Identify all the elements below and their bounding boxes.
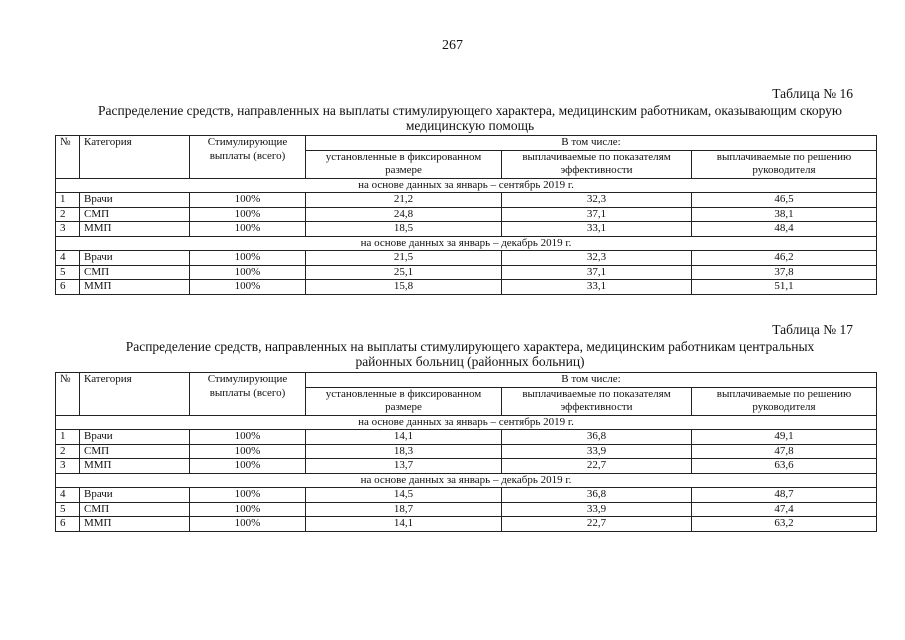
table-row	[56, 193, 877, 208]
header-fixed-line-1: установленные в фиксированном	[325, 150, 482, 163]
cell-management: 37,8	[692, 265, 877, 280]
cell-performance: 33,9	[502, 502, 692, 517]
table-row	[56, 444, 877, 459]
cell-total: 100%	[190, 280, 306, 295]
table-16-title-line-2: медицинскую помощь	[405, 118, 535, 133]
header-management-line-1: выплачиваемые по решению	[716, 387, 852, 400]
header-fixed-line-2: размере	[385, 401, 422, 413]
cell-management: 48,4	[692, 222, 877, 237]
cell-management: 46,2	[692, 251, 877, 266]
header-total-line-1: Стимулирующие	[207, 136, 288, 148]
cell-fixed: 13,7	[306, 459, 502, 474]
period-row	[56, 178, 877, 193]
table-17-header-row-1	[56, 373, 877, 388]
cell-performance: 37,1	[502, 207, 692, 222]
cell-fixed: 14,5	[306, 488, 502, 503]
period-label: на основе данных за январь – декабрь 2019 г.	[56, 473, 877, 488]
table-16	[55, 135, 877, 295]
cell-performance: 33,1	[502, 280, 692, 295]
cell-performance: 36,8	[502, 488, 692, 503]
table-row	[56, 459, 877, 474]
header-fixed-line-1: установленные в фиксированном	[325, 387, 482, 400]
header-performance-line-1: выплачиваемые по показателям	[522, 150, 671, 163]
table-16-header-row-1	[56, 136, 877, 151]
cell-num: 5	[56, 502, 80, 517]
cell-fixed: 24,8	[306, 207, 502, 222]
header-performance-line-1: выплачиваемые по показателям	[522, 387, 671, 400]
cell-category: ММП	[80, 517, 190, 532]
header-fixed	[306, 150, 502, 178]
header-category: Категория	[80, 136, 190, 179]
cell-management: 47,4	[692, 502, 877, 517]
cell-category: СМП	[80, 265, 190, 280]
cell-total: 100%	[190, 459, 306, 474]
header-total-line-2: выплаты (всего)	[209, 386, 286, 399]
cell-performance: 37,1	[502, 265, 692, 280]
table-row	[56, 517, 877, 532]
header-management-line-2: руководителя	[752, 164, 816, 176]
header-management	[692, 387, 877, 415]
table-row	[56, 430, 877, 445]
table-17-title-line-2: районных больниц (районных больниц)	[355, 354, 585, 369]
cell-fixed: 21,2	[306, 193, 502, 208]
header-category: Категория	[80, 373, 190, 416]
table-17-label: Таблица № 17	[772, 322, 853, 337]
period-row	[56, 236, 877, 251]
cell-fixed: 18,5	[306, 222, 502, 237]
cell-fixed: 18,3	[306, 444, 502, 459]
cell-performance: 22,7	[502, 517, 692, 532]
table-row	[56, 265, 877, 280]
cell-num: 1	[56, 193, 80, 208]
cell-num: 5	[56, 265, 80, 280]
header-total-line-1: Стимулирующие	[207, 373, 288, 385]
cell-category: Врачи	[80, 430, 190, 445]
header-management-line-1: выплачиваемые по решению	[716, 150, 852, 163]
table-row	[56, 280, 877, 295]
table-17	[55, 372, 877, 532]
cell-fixed: 14,1	[306, 430, 502, 445]
cell-management: 48,7	[692, 488, 877, 503]
period-label: на основе данных за январь – декабрь 2019 г.	[56, 236, 877, 251]
table-row	[56, 207, 877, 222]
header-management	[692, 150, 877, 178]
cell-total: 100%	[190, 502, 306, 517]
header-total	[190, 136, 306, 179]
cell-category: СМП	[80, 444, 190, 459]
cell-performance: 33,9	[502, 444, 692, 459]
cell-performance: 33,1	[502, 222, 692, 237]
cell-fixed: 15,8	[306, 280, 502, 295]
cell-category: ММП	[80, 222, 190, 237]
cell-management: 63,2	[692, 517, 877, 532]
cell-fixed: 25,1	[306, 265, 502, 280]
cell-num: 2	[56, 207, 80, 222]
header-including: В том числе:	[306, 373, 877, 388]
table-row	[56, 222, 877, 237]
cell-total: 100%	[190, 488, 306, 503]
cell-num: 3	[56, 222, 80, 237]
cell-management: 63,6	[692, 459, 877, 474]
cell-num: 6	[56, 280, 80, 295]
cell-fixed: 21,5	[306, 251, 502, 266]
cell-performance: 22,7	[502, 459, 692, 474]
cell-num: 3	[56, 459, 80, 474]
cell-category: Врачи	[80, 251, 190, 266]
table-17-title	[80, 339, 860, 369]
cell-management: 51,1	[692, 280, 877, 295]
table-16-title-line-1: Распределение средств, направленных на выплаты стимулирующего характера, медицинским работникам, оказывающим скорую	[98, 103, 842, 118]
cell-category: СМП	[80, 207, 190, 222]
period-row	[56, 473, 877, 488]
cell-category: Врачи	[80, 488, 190, 503]
header-performance	[502, 150, 692, 178]
cell-performance: 32,3	[502, 193, 692, 208]
cell-management: 46,5	[692, 193, 877, 208]
period-row	[56, 415, 877, 430]
cell-total: 100%	[190, 193, 306, 208]
header-total-line-2: выплаты (всего)	[209, 149, 286, 162]
cell-category: Врачи	[80, 193, 190, 208]
header-management-line-2: руководителя	[752, 401, 816, 413]
cell-num: 6	[56, 517, 80, 532]
header-fixed	[306, 387, 502, 415]
cell-total: 100%	[190, 517, 306, 532]
cell-fixed: 18,7	[306, 502, 502, 517]
cell-category: ММП	[80, 280, 190, 295]
header-performance	[502, 387, 692, 415]
table-16-label: Таблица № 16	[772, 86, 853, 101]
cell-performance: 32,3	[502, 251, 692, 266]
header-total	[190, 373, 306, 416]
cell-management: 38,1	[692, 207, 877, 222]
period-label: на основе данных за январь – сентябрь 2019 г.	[56, 178, 877, 193]
cell-total: 100%	[190, 430, 306, 445]
header-performance-line-2: эффективности	[560, 401, 633, 413]
header-num: №	[56, 373, 80, 416]
cell-total: 100%	[190, 444, 306, 459]
header-fixed-line-2: размере	[385, 164, 422, 176]
page-number: 267	[442, 38, 463, 53]
cell-total: 100%	[190, 265, 306, 280]
cell-num: 1	[56, 430, 80, 445]
table-16-title	[60, 103, 880, 133]
cell-performance: 36,8	[502, 430, 692, 445]
header-num: №	[56, 136, 80, 179]
header-performance-line-2: эффективности	[560, 164, 633, 176]
cell-num: 4	[56, 488, 80, 503]
cell-fixed: 14,1	[306, 517, 502, 532]
table-row	[56, 502, 877, 517]
cell-total: 100%	[190, 222, 306, 237]
cell-total: 100%	[190, 251, 306, 266]
table-17-title-line-1: Распределение средств, направленных на выплаты стимулирующего характера, медицинским работникам центральных	[125, 339, 815, 354]
cell-total: 100%	[190, 207, 306, 222]
cell-management: 49,1	[692, 430, 877, 445]
table-row	[56, 488, 877, 503]
cell-management: 47,8	[692, 444, 877, 459]
header-including: В том числе:	[306, 136, 877, 151]
period-label: на основе данных за январь – сентябрь 2019 г.	[56, 415, 877, 430]
cell-category: СМП	[80, 502, 190, 517]
cell-category: ММП	[80, 459, 190, 474]
table-row	[56, 251, 877, 266]
cell-num: 4	[56, 251, 80, 266]
cell-num: 2	[56, 444, 80, 459]
